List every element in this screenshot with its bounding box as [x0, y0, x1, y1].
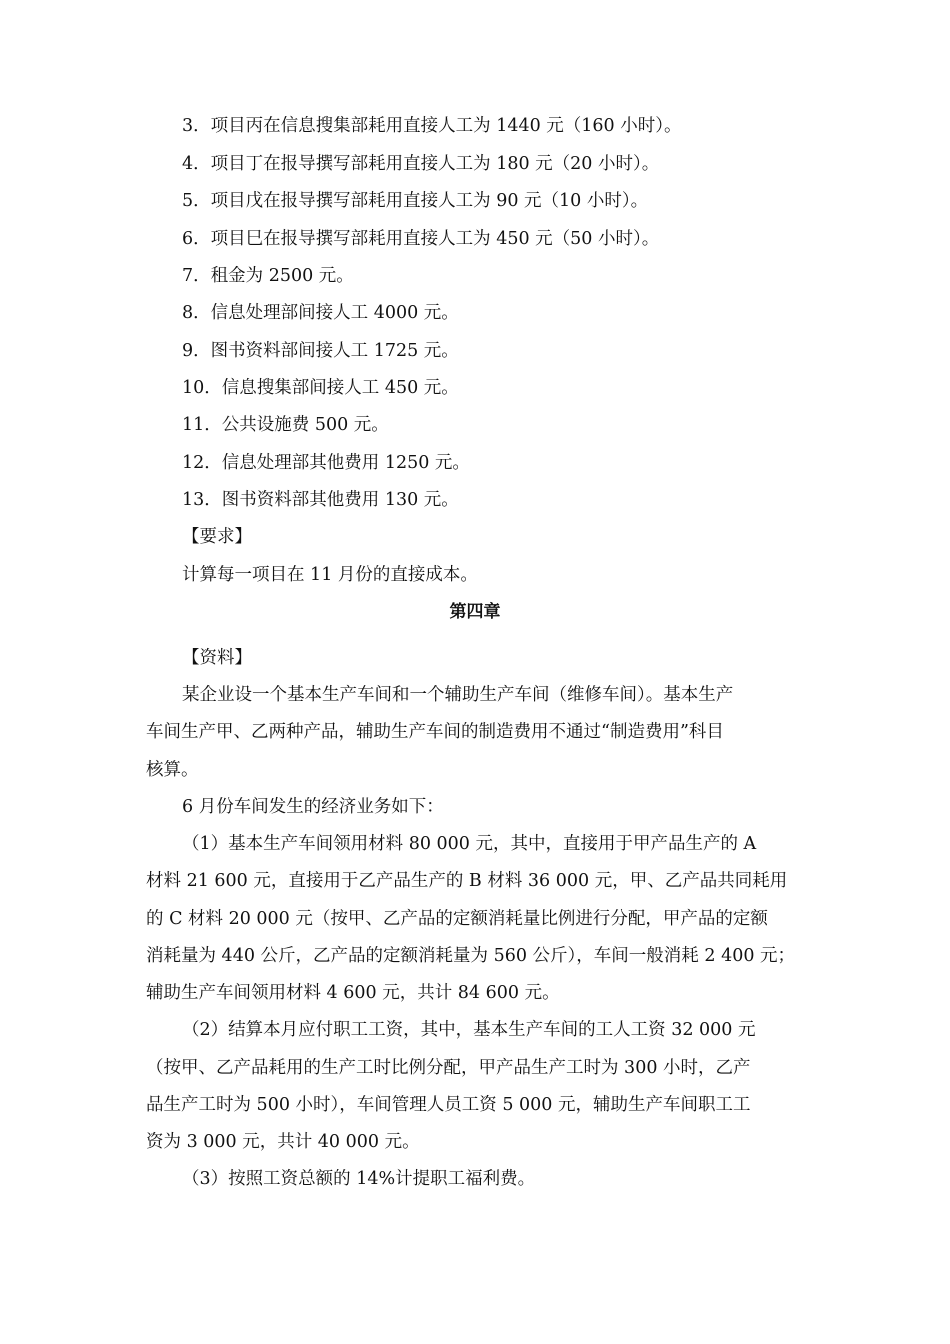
list-item: 3．项目丙在信息搜集部耗用直接人工为 1440 元（160 小时）。: [182, 116, 682, 136]
list-item: 8．信息处理部间接人工 4000 元。: [182, 303, 459, 323]
list-item: 12．信息处理部其他费用 1250 元。: [182, 453, 470, 473]
requirement-text: 计算每一项目在 11 月份的直接成本。: [182, 565, 478, 585]
june-line: 6 月份车间发生的经济业务如下：: [182, 797, 444, 817]
item2-line: （按甲、乙产品耗用的生产工时比例分配，甲产品生产工时为 300 小时，乙产: [146, 1058, 751, 1078]
list-item: 6．项目巳在报导撰写部耗用直接人工为 450 元（50 小时）。: [182, 229, 660, 249]
item2-line: 品生产工时为 500 小时），车间管理人员工资 5 000 元，辅助生产车间职工工: [146, 1095, 751, 1115]
list-item: 7．租金为 2500 元。: [182, 266, 354, 286]
list-item: 9．图书资料部间接人工 1725 元。: [182, 341, 459, 361]
list-item: 4．项目丁在报导撰写部耗用直接人工为 180 元（20 小时）。: [182, 154, 660, 174]
item1-line: 的 C 材料 20 000 元（按甲、乙产品的定额消耗量比例进行分配，甲产品的定额: [146, 909, 768, 929]
intro-line: 车间生产甲、乙两种产品，辅助生产车间的制造费用不通过“制造费用”科目: [146, 722, 724, 742]
material-label: 【资料】: [182, 648, 252, 668]
list-item: 10．信息搜集部间接人工 450 元。: [182, 378, 459, 398]
requirement-label: 【要求】: [182, 527, 252, 547]
list-item: 13．图书资料部其他费用 130 元。: [182, 490, 459, 510]
item1-line: 消耗量为 440 公斤，乙产品的定额消耗量为 560 公斤），车间一般消耗 2 400 元；: [146, 946, 796, 966]
chapter-title: 第四章: [449, 602, 501, 622]
item1-line: （1）基本生产车间领用材料 80 000 元，其中，直接用于甲产品生产的 A: [182, 834, 757, 854]
list-item: 11．公共设施费 500 元。: [182, 415, 389, 435]
item3-line: （3）按照工资总额的 14%计提职工福利费。: [182, 1169, 536, 1189]
item1-line: 辅助生产车间领用材料 4 600 元，共计 84 600 元。: [146, 983, 560, 1003]
intro-line: 核算。: [146, 760, 199, 780]
item2-line: （2）结算本月应付职工工资，其中，基本生产车间的工人工资 32 000 元: [182, 1020, 756, 1040]
item1-line: 材料 21 600 元，直接用于乙产品生产的 B 材料 36 000 元，甲、乙产品共同耗用: [146, 871, 788, 891]
item2-line: 资为 3 000 元，共计 40 000 元。: [146, 1132, 420, 1152]
intro-line: 某企业设一个基本生产车间和一个辅助生产车间（维修车间）。基本生产: [182, 685, 734, 705]
list-item: 5．项目戊在报导撰写部耗用直接人工为 90 元（10 小时）。: [182, 191, 649, 211]
